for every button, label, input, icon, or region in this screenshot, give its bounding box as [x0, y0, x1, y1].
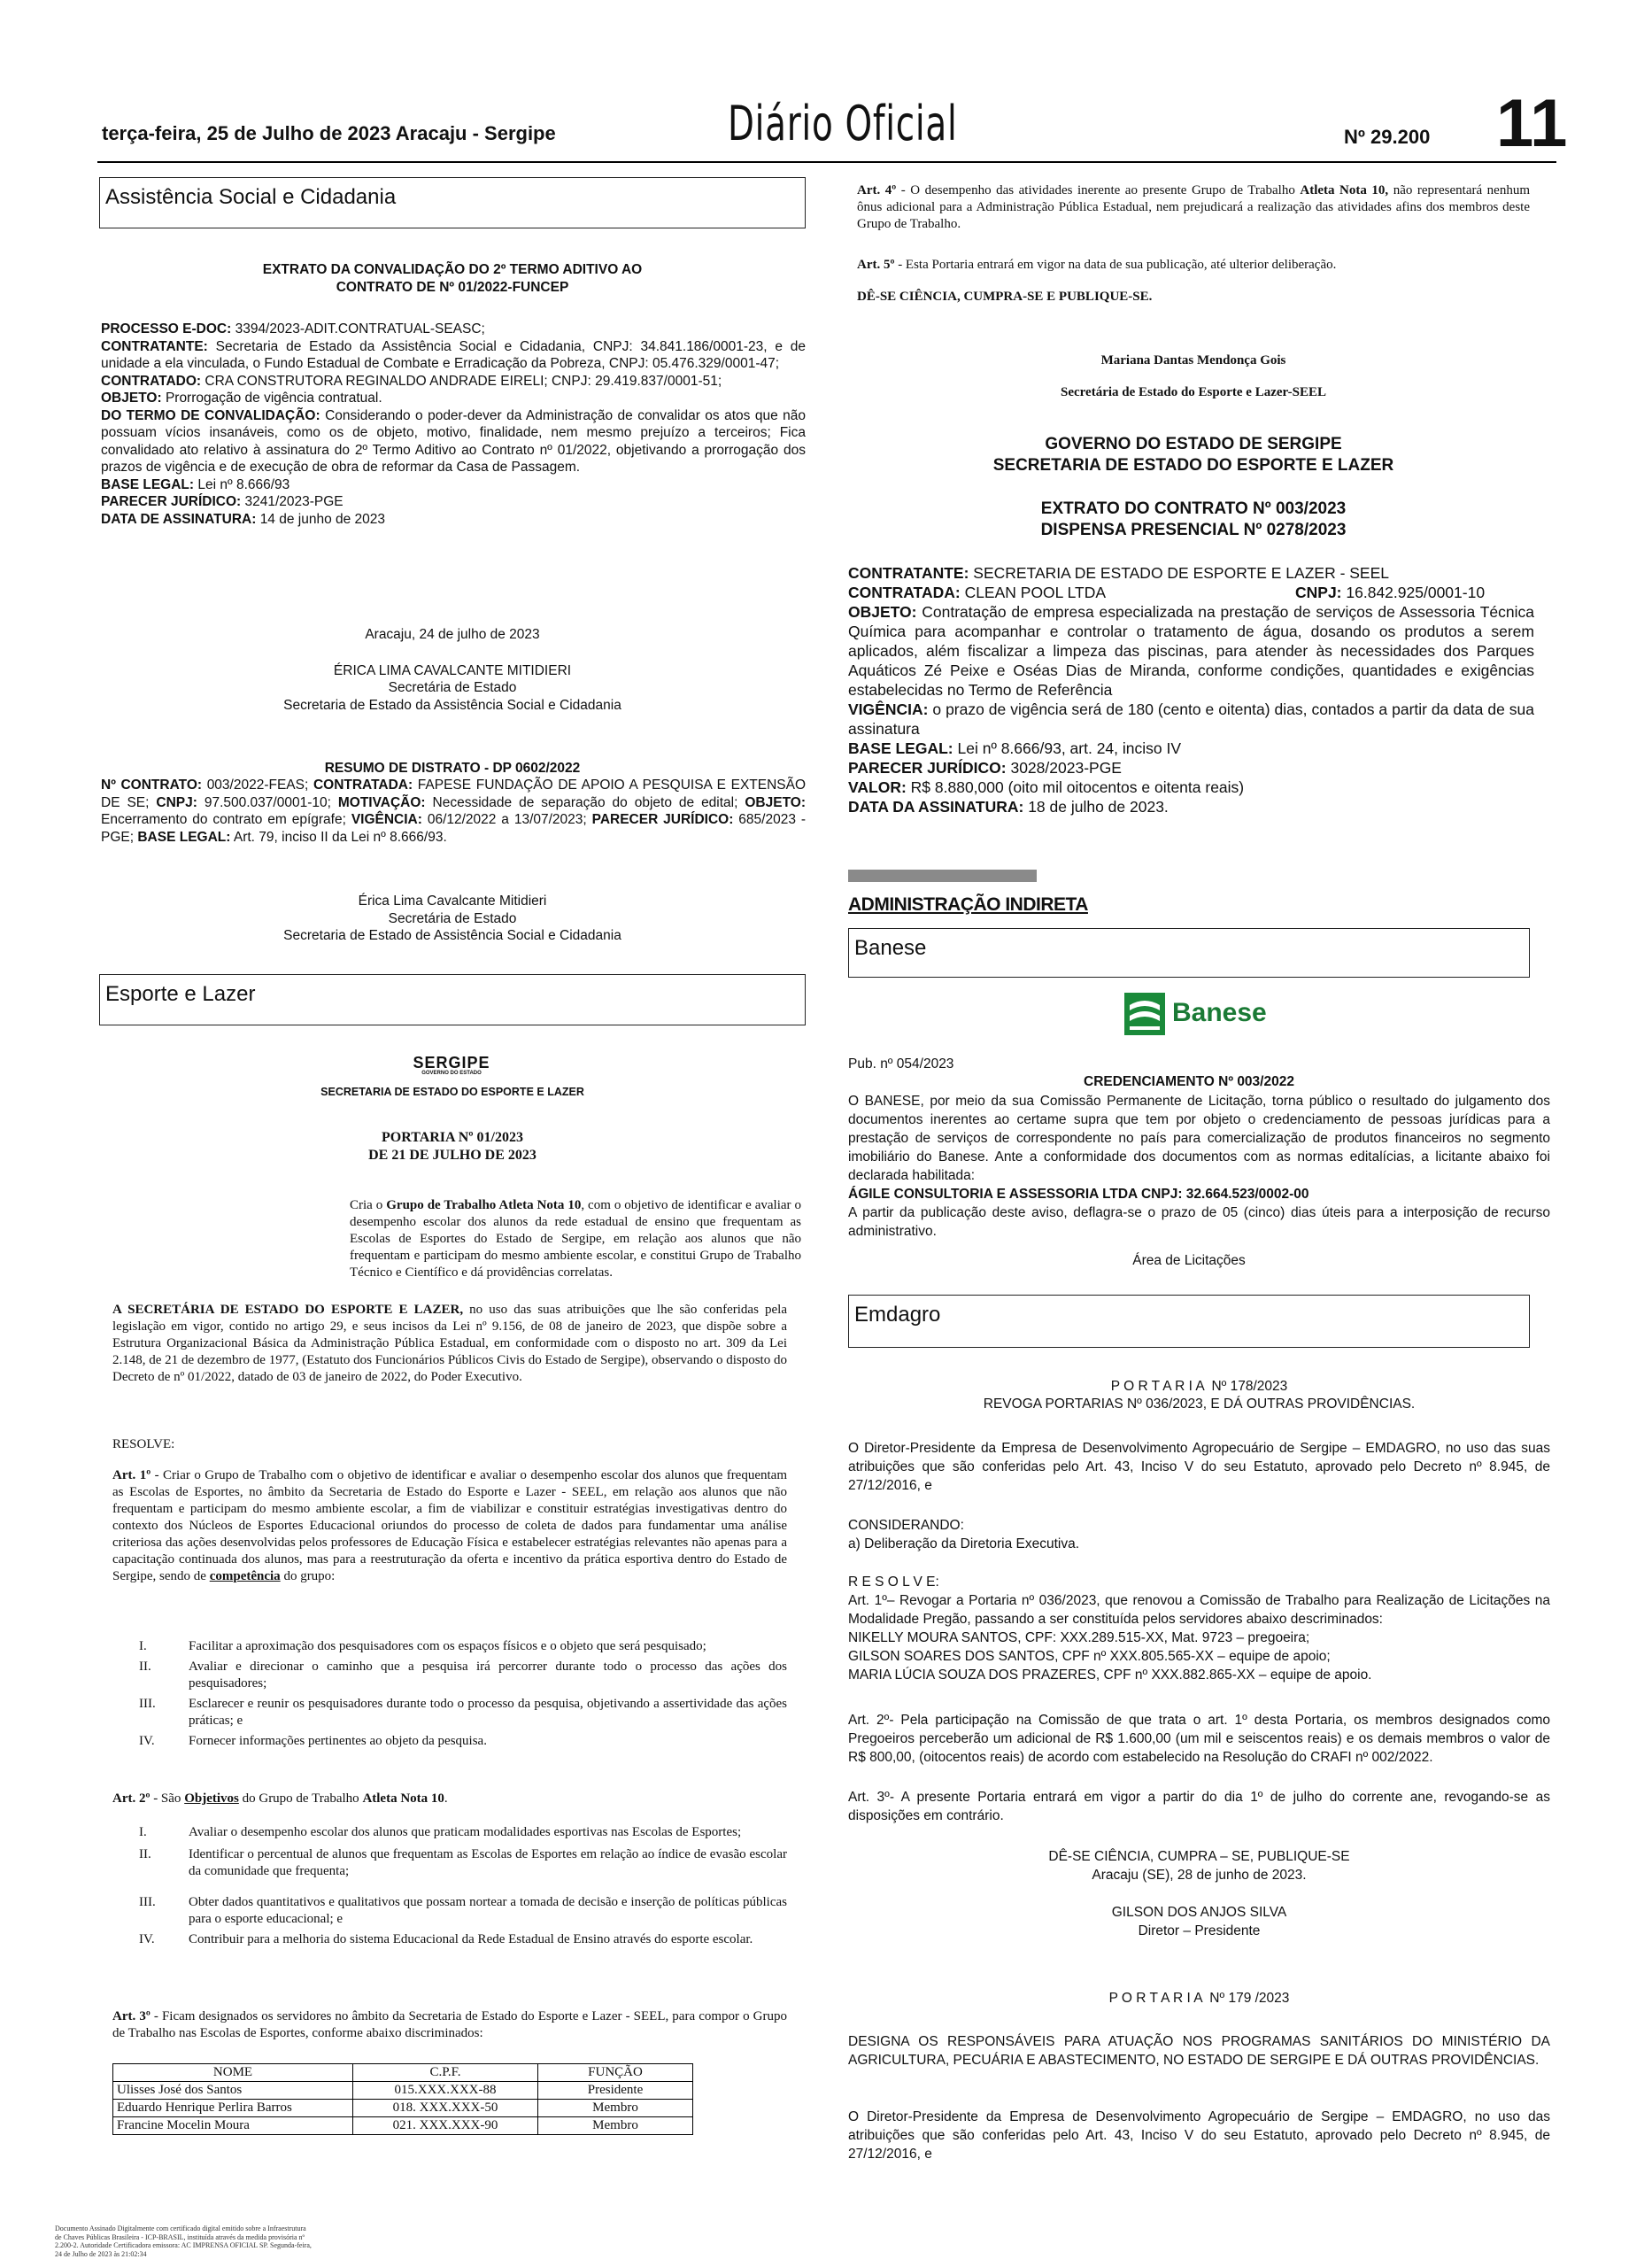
portaria-178-signature: DÊ-SE CIÊNCIA, CUMPRA – SE, PUBLIQUE-SE Aracaju (SE), 28 de junho de 2023. GILSON DOS ANJOS SILVA Diretor – Presidente: [1048, 1849, 1350, 1938]
list-item: I. Avaliar o desempenho escolar dos alunos que praticam modalidades esportivas nas Escolas de Esportes;: [139, 1825, 742, 1839]
extrato-title: [99, 261, 806, 296]
page-number: 11: [1496, 86, 1568, 161]
resolve-label: RESOLVE:: [112, 1437, 175, 1451]
header-rule: [97, 161, 1556, 163]
banese-logo-icon: [1124, 993, 1165, 1035]
signature-block-1: Aracaju, 24 de julho de 2023 ÉRICA LIMA CAVALCANTE MITIDIERI Secretária de Estado Secretaria de Estado da Assistência Social e Cidadania: [283, 627, 621, 713]
signer-name: Mariana Dantas Mendonça Gois: [1100, 353, 1286, 368]
signer-role: Secretária de Estado do Esporte e Lazer-SEEL: [1061, 385, 1326, 399]
list-item: IV. Fornecer informações pertinentes ao objeto da pesquisa.: [139, 1734, 487, 1748]
portaria-178-subtitle: REVOGA PORTARIAS Nº 036/2023, E DÁ OUTRAS PROVIDÊNCIAS.: [983, 1397, 1416, 1412]
portaria-179-title: P O R T A R I A Nº 179 /2023: [1108, 1991, 1290, 2006]
credenciamento-area: Área de Licitações: [1132, 1253, 1246, 1268]
signature-block-2: Érica Lima Cavalcante Mitidieri Secretária de Estado Secretaria de Estado de Assistência Social e Cidadania: [283, 894, 621, 943]
article-4: Art. 4º - O desempenho das atividades inerente ao presente Grupo de Trabalho Atleta Nota 10, não representará nenhum ônus adicional para a Administração Pública Estadual, nem prejudicará a realização das atividades afins dos membros deste Grupo de Trabalho.: [857, 183, 1531, 231]
publique-line: DÊ-SE CIÊNCIA, CUMPRA-SE E PUBLIQUE-SE.: [857, 290, 1153, 304]
table-row: Francine Mocelin Moura 021. XXX.XXX-90 Membro: [113, 2117, 693, 2135]
table-row: Eduardo Henrique Perlira Barros 018. XXX.XXX-50 Membro: [113, 2100, 693, 2117]
considerando-block: CONSIDERANDO: a) Deliberação da Diretoria Executiva.: [848, 1518, 1080, 1551]
table-header-row: NOME C.P.F. FUNÇÃO: [113, 2064, 693, 2082]
members-table: [112, 2063, 693, 2135]
portaria-178-title: P O R T A R I A Nº 178/2023: [1110, 1379, 1288, 1394]
extrato-body: PROCESSO E-DOC: 3394/2023-ADIT.CONTRATUAL-SEASC; CONTRATANTE: Secretaria de Estado da Assistência Social e Cidadania, CNPJ: 34.841.186/0001-23, e de unidade a ela vinculada, o Fundo Estadual de Combate e Erradicação da Pobreza, CNPJ: 05.476.329/0001-47; CONTRATADO: CRA CONSTRUTORA REGINALDO ANDRADE EIRELI; CNPJ: 29.419.837/0001-51; OBJETO: Prorrogação de vigência contratual. DO TERMO DE CONVALIDAÇÃO: Considerando o poder-dever da Administração de convalidar os atos que não possuam vícios insanáveis, como os de objeto, motivo, finalidade, nem mesmo prejuízo a terceiros; Fica convalidado ato relativo à assinatura do 2º Termo Aditivo ao Contrato nº 01/2022, objetivando a prorrogação dos prazos de vigência e de execução de obra de reformar da Casa de Passagem. BASE LEGAL: Lei nº 8.666/93 PARECER JURÍDICO: 3241/2023-PGE DATA DE ASSINATURA: 14 de junho de 2023: [101, 321, 807, 527]
table-row: Ulisses José dos Santos 015.XXX.XXX-88 Presidente: [113, 2082, 693, 2100]
article-2: Art. 2º - São Objetivos do Grupo de Trabalho Atleta Nota 10.: [112, 1791, 448, 1806]
section-title-emdagro: Emdagro: [848, 1295, 1530, 1348]
portaria-ementa: Cria o Grupo de Trabalho Atleta Nota 10, com o objetivo de identificar e avaliar o desempenho escolar dos alunos da rede estadual de ensino que frequentam as Escolas de Esportes do Estado de Sergipe, em relação aos alunos que não frequentam e participam do mesmo ambiente escolar, e constitui Grupo de Trabalho Técnico e Científico e dá providências correlatas.: [350, 1198, 801, 1280]
section-title-banese: Banese: [848, 928, 1530, 978]
article-1: Art. 1º - Criar o Grupo de Trabalho com o objetivo de identificar e avaliar o desempenho escolar dos alunos que frequentam as Escolas de Esportes, no âmbito da Secretaria de Estado do Esporte e Lazer - SEEL, em relação aos alunos que não frequentam e participam do mesmo ambiente escolar, a fim de viabilizar e constituir estratégias investigativas dentro do contexto dos Núcleos de Esportes Educacional oriundos do processo de coleta de dados para fundamentar uma análise criteriosa das ações desenvolvidas pelos professores de Educação Física e estabelecer estratégias relevantes não apenas para a capacitação continuada dos alunos, mas para a reestruturação da oferta e incentivo da prática esportiva dentro do Estado de Sergipe, sendo de competência do grupo:: [112, 1468, 787, 1583]
section-divider-bar: [848, 870, 1037, 882]
list-item: I. Facilitar a aproximação dos pesquisadores com os espaços físicos e o objeto que será pesquisado;: [139, 1639, 706, 1653]
distrato-body: Nº CONTRATO: 003/2022-FEAS; CONTRATADA: FAPESE FUNDAÇÃO DE APOIO A PESQUISA E EXTENSÃO DE SE; CNPJ: 97.500.037/0001-10; MOTIVAÇÃO: Necessidade de separação do objeto de edital; OBJETO: Encerramento do contrato em epígrafe; VIGÊNCIA: 06/12/2022 a 13/07/2023; PARECER JURÍDICO: 685/2023 - PGE; BASE LEGAL: Art. 79, inciso II da Lei nº 8.666/93.: [101, 778, 807, 845]
extrato-contrato-title: EXTRATO DO CONTRATO Nº 003/2023 DISPENSA PRESENCIAL Nº 0278/2023: [1040, 499, 1347, 539]
portaria-179-intro: O Diretor-Presidente da Empresa de Desenvolvimento Agropecuário de Sergipe – EMDAGRO, no uso das atribuições que são conferidas pelo Art. 43, Inciso V do seu Estatuto, aprovado pelo Decreto nº 8.945, de 27/12/2016, e: [848, 2109, 1550, 2162]
edition-number: Nº 29.200: [1344, 126, 1431, 148]
list-item: II. Avaliar e direcionar o caminho que a pesquisa irá percorrer durante todo o processo das ações dos pesquisadores;: [139, 1660, 787, 1691]
credenciamento-body: O BANESE, por meio da sua Comissão Permanente de Licitação, torna público o resultado do julgamento dos documentos inerentes ao certame supra que tem por objeto o credenciamento de pessoas jurídicas para a prestação de serviços de correspondente no país para comercialização de produtos financeiros no segmento imobiliário do Banese. Ante a conformidade dos documentos com as normas editalícias, a licitante abaixo foi declarada habilitada: ÁGILE CONSULTORIA E ASSESSORIA LTDA CNPJ: 32.664.523/0002-00 A partir da publicação deste aviso, deflagra-se o prazo de 05 (cinco) dias úteis para a interposição de recurso administrativo.: [848, 1094, 1550, 1239]
portaria-178-art3: Art. 3º- A presente Portaria entrará em vigor a partir do dia 1º de julho do corrente ane, revogando-se as disposições em contrário.: [848, 1790, 1550, 1823]
section-title-esporte: Esporte e Lazer: [99, 974, 806, 1025]
portaria-178-art2: Art. 2º- Pela participação na Comissão de que trata o art. 1º desta Portaria, os membros designados como Pregoeiros perceberão um adicional de R$ 1.600,00 (um mil e seiscentos reais) e os demais membros o valor de R$ 800,00, (oitocentos reais) de acordo com estabelecido na Resolução do CRAFI nº 002/2022.: [848, 1713, 1550, 1765]
list-item: IV. Contribuir para a melhoria do sistema Educacional da Rede Estadual de Ensino através do esporte escolar.: [139, 1932, 753, 1946]
sergipe-logo: SERGIPE GOVERNO DO ESTADO: [413, 1054, 490, 1076]
banese-logo: Banese: [1124, 993, 1279, 1035]
extrato-title-line2: CONTRATO DE Nº 01/2022-FUNCEP: [336, 279, 569, 295]
gov-header: GOVERNO DO ESTADO DE SERGIPE SECRETARIA DE ESTADO DO ESPORTE E LAZER: [992, 435, 1394, 475]
portaria-title: PORTARIA Nº 01/2023 DE 21 DE JULHO DE 2023: [368, 1130, 537, 1163]
portaria-179-subtitle: DESIGNA OS RESPONSÁVEIS PARA ATUAÇÃO NOS PROGRAMAS SANITÁRIOS DO MINISTÉRIO DA AGRICULTURA, PECUÁRIA E ABASTECIMENTO, NO ESTADO DE SERGIPE E DÁ OUTRAS PROVIDÊNCIAS.: [848, 2034, 1550, 2068]
credenciamento-title: CREDENCIAMENTO Nº 003/2022: [1084, 1074, 1294, 1089]
portaria-178-resolve: R E S O L V E: Art. 1º– Revogar a Portaria nº 036/2023, que renovou a Comissão de Trabalho para Realização de Licitações na Modalidade Pregão, passando a ser constituída pelos servidores abaixo descriminados: NIKELLY MOURA SANTOS, CPF: XXX.289.515-XX, Mat. 9723 – pregoeira; GILSON SOARES DOS SANTOS, CPF nº XXX.805.565-XX – equipe de apoio; MARIA LÚCIA SOUZA DOS PRAZERES, CPF nº XXX.882.865-XX – equipe de apoio.: [848, 1575, 1550, 1683]
adm-indireta-heading: ADMINISTRAÇÃO INDIRETA: [848, 894, 1088, 915]
article-3: Art. 3º - Ficam designados os servidores no âmbito da Secretaria de Estado do Esporte e Lazer - SEEL, para compor o Grupo de Trabalho nas Escolas de Esportes, conforme abaixo discriminados:: [112, 2009, 788, 2040]
newspaper-title: Diário Oficial: [728, 96, 958, 151]
article-1-list: [112, 1638, 787, 1750]
distrato-title: RESUMO DE DISTRATO - DP 0602/2022: [324, 761, 581, 776]
list-item: III. Esclarecer e reunir os pesquisadores durante todo o processo da pesquisa, objetivando a assertividade das ações práticas; e: [139, 1697, 787, 1728]
section-title-assistencia: Assistência Social e Cidadania: [99, 177, 806, 228]
header-date: terça-feira, 25 de Julho de 2023 Aracaju - Sergipe: [102, 122, 556, 144]
portaria-178-intro: O Diretor-Presidente da Empresa de Desenvolvimento Agropecuário de Sergipe – EMDAGRO, no uso das suas atribuições que são conferidas pelo Art. 43, Inciso V do seu Estatuto, aprovado pelo Decreto nº 8.945, de 27/12/2016, e: [848, 1441, 1550, 1493]
digital-signature-note: Documento Assinado Digitalmente com certificado digital emitido sobre a Infraestrutura de Chaves Públicas Brasileira - ICP-BRASIL, instituída através da medida provisória nº 2.200-2. Autoridade Certificadora emissora: AC IMPRENSA OFICIAL SP. Segunda-feira, 24 de Julho de 2023 às 21:02:34: [55, 2224, 312, 2258]
org-header: SECRETARIA DE ESTADO DO ESPORTE E LAZER: [320, 1086, 584, 1098]
article-5: Art. 5º - Esta Portaria entrará em vigor na data de sua publicação, até ulterior deliberação.: [857, 258, 1337, 272]
list-item: III. Obter dados quantitativos e qualitativos que possam nortear a tomada de decisão e inserção de políticas públicas para o esporte educacional; e: [139, 1895, 787, 1926]
article-2-list: [112, 1824, 787, 1948]
extrato-title-line1: EXTRATO DA CONVALIDAÇÃO DO 2º TERMO ADITIVO AO: [262, 262, 643, 277]
contrato-body: CONTRATANTE: SECRETARIA DE ESTADO DE ESPORTE E LAZER - SEEL CONTRATADA: CLEAN POOL LTDA CNPJ: 16.842.925/0001-10 OBJETO: Contratação de empresa especializada na prestação de serviços de Assessoria Técnica Química para acompanhar e controlar o tratamento de água, dosando os produtos a serem aplicados, além fiscalizar a limpeza das piscinas, para atender às necessidades dos Parques Aquáticos Zé Peixe e Oséas Dias de Miranda, conforme condições, quantidades e exigências estabelecidas no Termo de Referência VIGÊNCIA: o prazo de vigência será de 180 (cento e oitenta) dias, contados a partir da data de sua assinatura BASE LEGAL: Lei nº 8.666/93, art. 24, inciso IV PARECER JURÍDICO: 3028/2023-PGE VALOR: R$ 8.880,000 (oito mil oitocentos e oitenta reais) DATA DA ASSINATURA: 18 de julho de 2023.: [848, 564, 1534, 816]
pub-number: Pub. nº 054/2023: [848, 1056, 954, 1072]
list-item: II. Identificar o percentual de alunos que frequentam as Escolas de Esportes em relação ao índice de evasão escolar da comunidade que frequenta;: [139, 1847, 787, 1878]
portaria-preamble: A SECRETÁRIA DE ESTADO DO ESPORTE E LAZER, no uso das suas atribuições que lhe são conferidas pela legislação em vigor, contido no artigo 29, e seus incisos da Lei nº 9.156, de 08 de janeiro de 2023, que dispõe sobre a Estrutura Organizacional Básica da Administração Pública Estadual, em conformidade com o disposto no art. 309 da Lei 2.148, de 21 de dezembro de 1977, (Estatuto dos Funcionários Públicos Civis do Estado de Sergipe), observando o disposto do Decreto de nº 01/2022, datado de 03 de janeiro de 2022, do Poder Executivo.: [112, 1303, 787, 1384]
